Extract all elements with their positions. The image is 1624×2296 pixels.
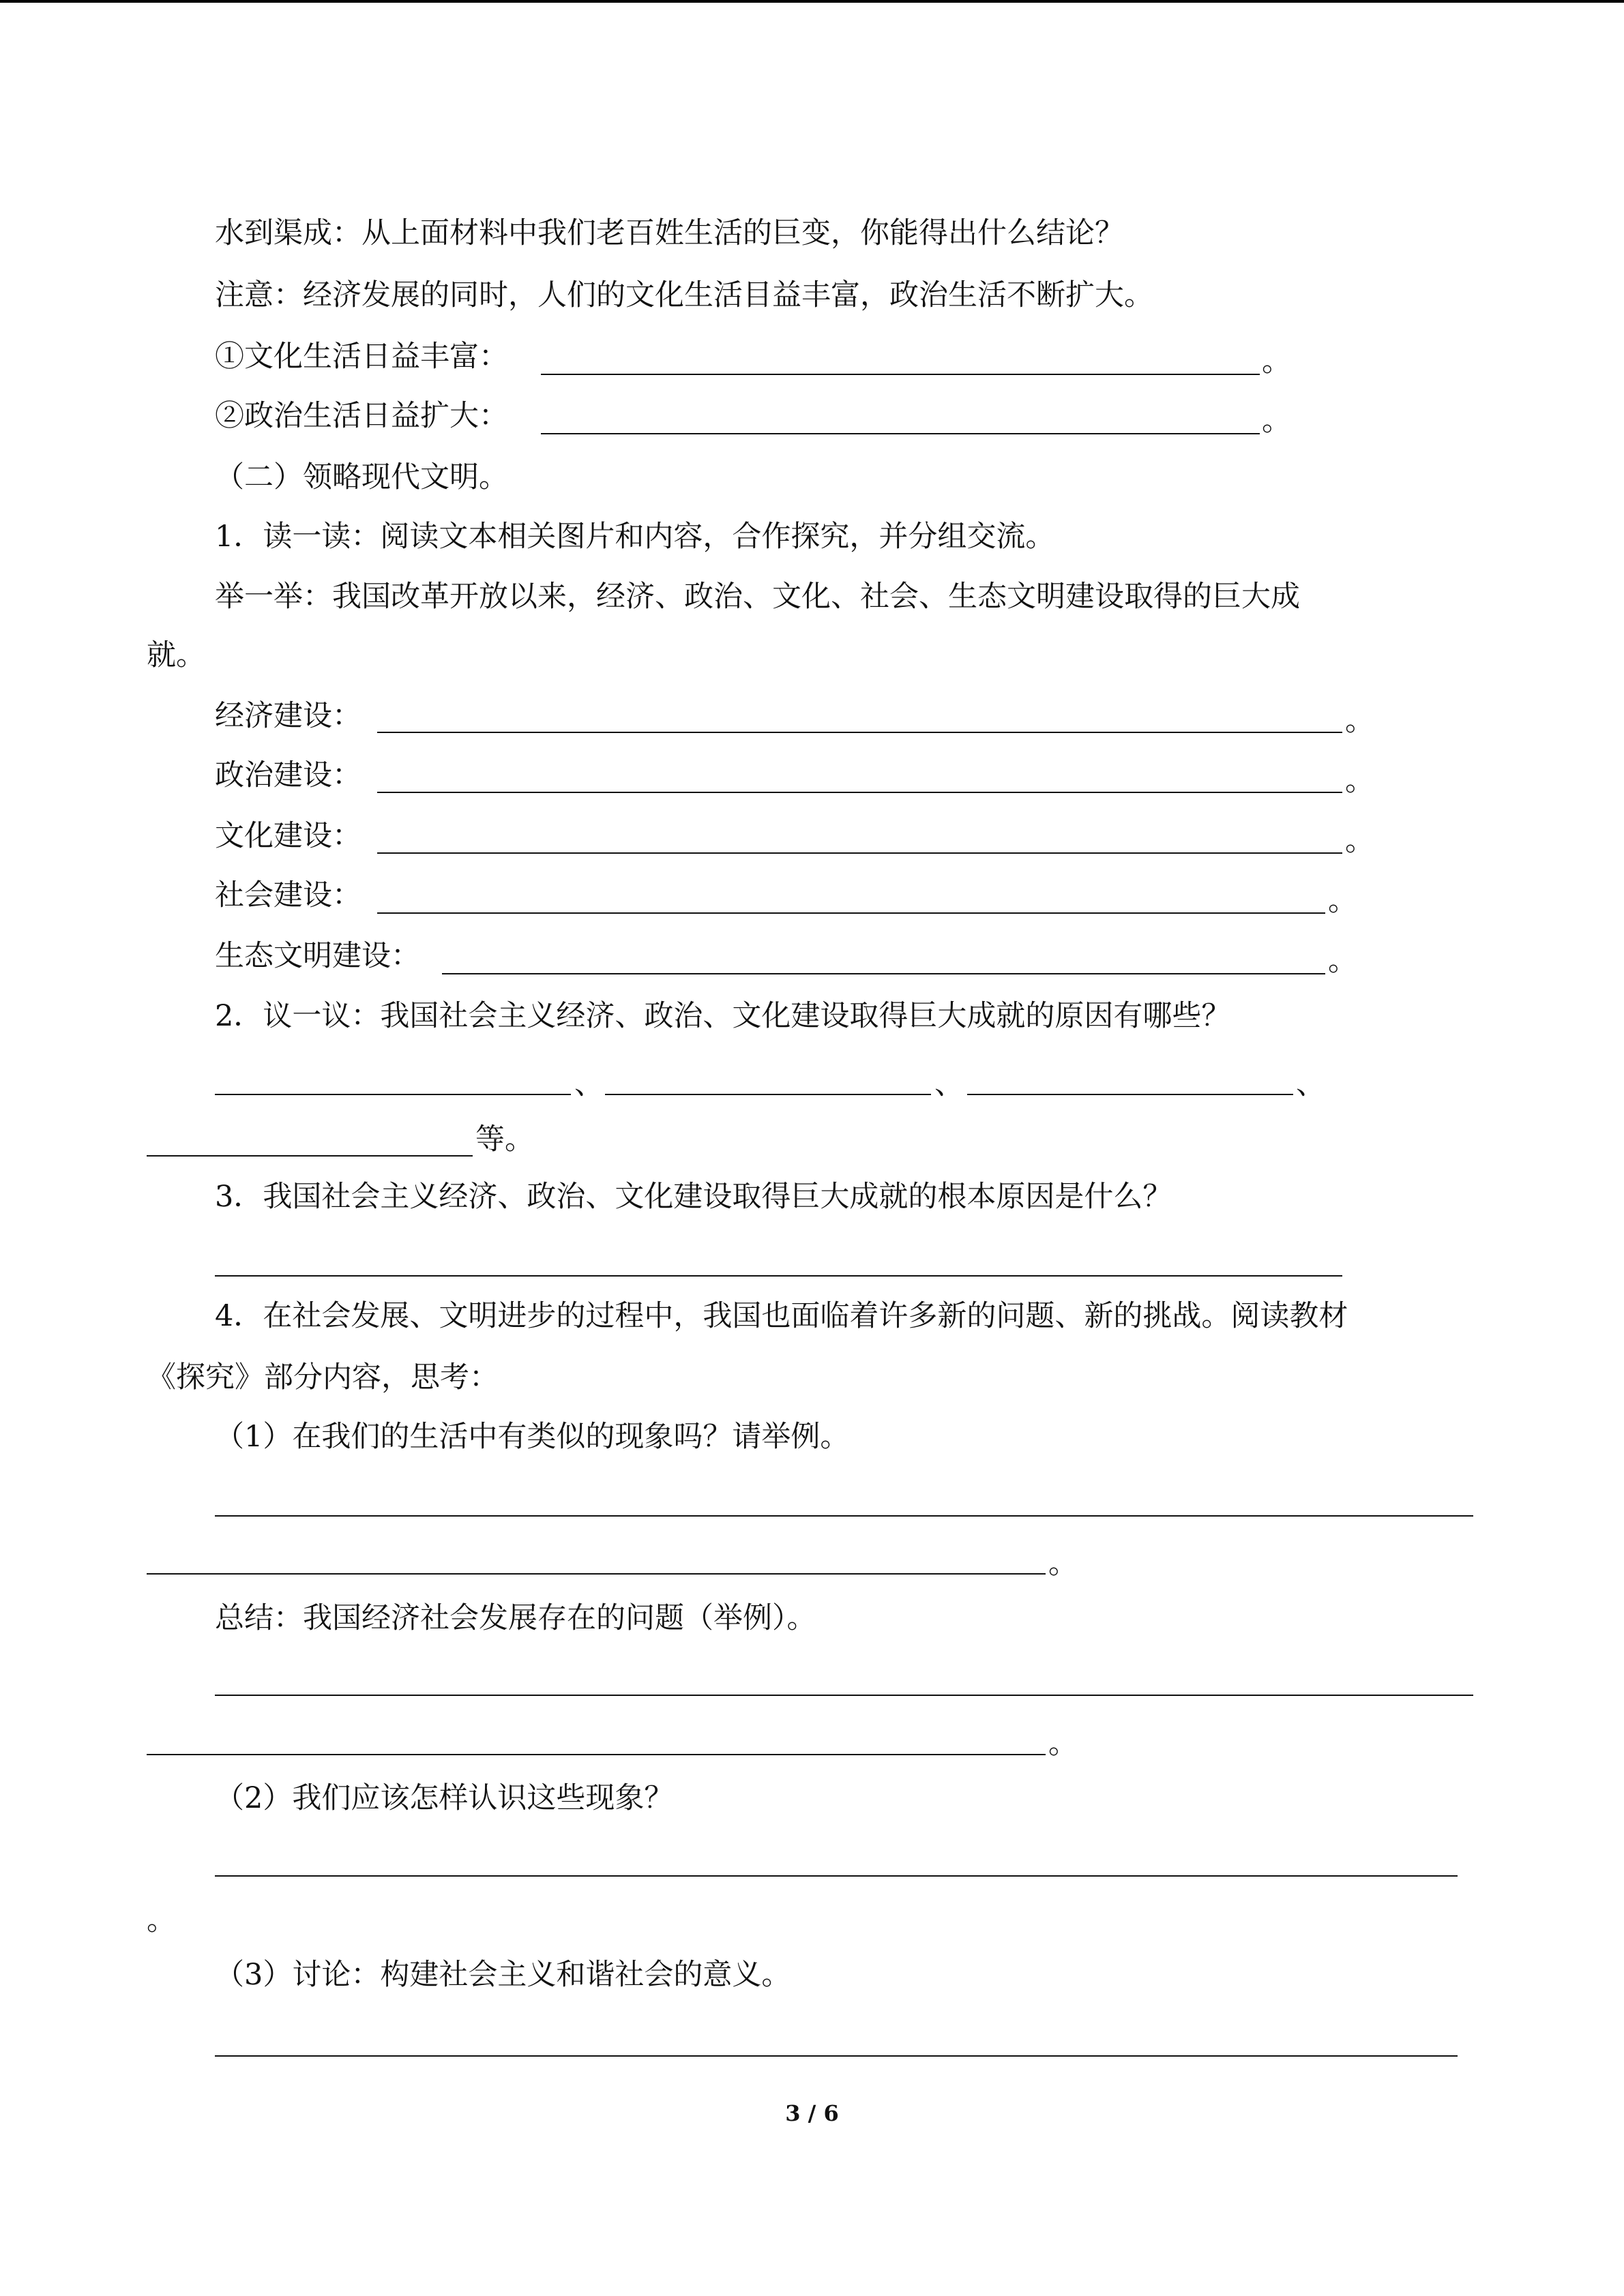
answer-blank-summary-line-1[interactable]: [215, 1695, 1473, 1696]
label-political-construction: 政治建设：: [215, 758, 361, 792]
page-number: 3 / 6: [785, 2100, 839, 2126]
period-mark: 。: [1345, 764, 1374, 798]
label-social-construction: 社会建设：: [215, 878, 361, 912]
top-border: [0, 0, 1624, 3]
answer-blank-4-2[interactable]: [215, 1875, 1458, 1877]
comma-mark: 、: [934, 1067, 964, 1101]
label-political-life: ②政治生活日益扩大：: [215, 399, 508, 433]
period-mark: 。: [1328, 944, 1357, 978]
answer-blank-cultural-life[interactable]: [541, 374, 1260, 375]
answer-blank-summary-line-2[interactable]: [147, 1754, 1046, 1755]
text-line-example-cont: 就。: [147, 638, 205, 672]
answer-blank-reason-4[interactable]: [147, 1155, 473, 1157]
question-4-1: （1）在我们的生活中有类似的现象吗？请举例。: [215, 1420, 850, 1454]
label-ecological-construction: 生态文明建设：: [215, 939, 420, 973]
comma-mark: 、: [1296, 1067, 1325, 1101]
question-2: 2．议一议：我国社会主义经济、政治、文化建设取得巨大成就的原因有哪些？: [215, 999, 1231, 1033]
question-3: 3．我国社会主义经济、政治、文化建设取得巨大成就的根本原因是什么？: [215, 1180, 1172, 1214]
period-mark: 。: [1345, 824, 1374, 858]
period-mark: 。: [1262, 404, 1291, 438]
text-line-example: 举一举：我国改革开放以来，经济、政治、文化、社会、生态文明建设取得的巨大成: [215, 580, 1300, 614]
period-mark: 。: [1048, 1727, 1078, 1761]
period-mark: 。: [1048, 1547, 1078, 1581]
period-mark: 。: [1262, 344, 1291, 378]
section-heading-modern-civilization: （二）领略现代文明。: [215, 460, 508, 494]
answer-blank-political-life[interactable]: [541, 433, 1260, 434]
answer-blank-4-3[interactable]: [215, 2055, 1458, 2057]
label-economic-construction: 经济建设：: [215, 699, 361, 733]
answer-blank-4-1-line-1[interactable]: [215, 1515, 1473, 1517]
answer-blank-root-cause[interactable]: [215, 1275, 1342, 1277]
question-4-cont: 《探究》部分内容，思考：: [147, 1360, 499, 1395]
label-cultural-construction: 文化建设：: [215, 819, 361, 853]
text-etc: 等。: [475, 1122, 534, 1157]
period-mark: 。: [147, 1903, 176, 1937]
question-4: 4．在社会发展、文明进步的过程中，我国也面临着许多新的问题、新的挑战。阅读教材: [215, 1299, 1348, 1333]
answer-blank-ecological[interactable]: [442, 973, 1325, 974]
answer-blank-cultural[interactable]: [377, 852, 1342, 854]
answer-blank-reason-1[interactable]: [215, 1094, 571, 1095]
period-mark: 。: [1328, 884, 1357, 918]
text-line-note: 注意：经济发展的同时，人们的文化生活目益丰富，政治生活不断扩大。: [215, 278, 1153, 312]
answer-blank-economic[interactable]: [377, 732, 1342, 733]
summary-problems: 总结：我国经济社会发展存在的问题（举例）。: [215, 1601, 816, 1635]
answer-blank-4-1-line-2[interactable]: [147, 1573, 1046, 1575]
text-line-conclusion: 水到渠成：从上面材料中我们老百姓生活的巨变，你能得出什么结论？: [215, 216, 1124, 250]
period-mark: 。: [1345, 704, 1374, 738]
comma-mark: 、: [574, 1067, 604, 1101]
label-cultural-life: ①文化生活日益丰富：: [215, 340, 508, 374]
answer-blank-reason-2[interactable]: [605, 1094, 931, 1095]
text-line-read: 1．读一读：阅读文本相关图片和内容，合作探究，并分组交流。: [215, 520, 1055, 554]
question-4-2: （2）我们应该怎样认识这些现象？: [215, 1781, 674, 1815]
answer-blank-political[interactable]: [377, 792, 1342, 793]
answer-blank-reason-3[interactable]: [967, 1094, 1293, 1095]
answer-blank-social[interactable]: [377, 912, 1325, 914]
question-4-3: （3）讨论：构建社会主义和谐社会的意义。: [215, 1958, 791, 1992]
